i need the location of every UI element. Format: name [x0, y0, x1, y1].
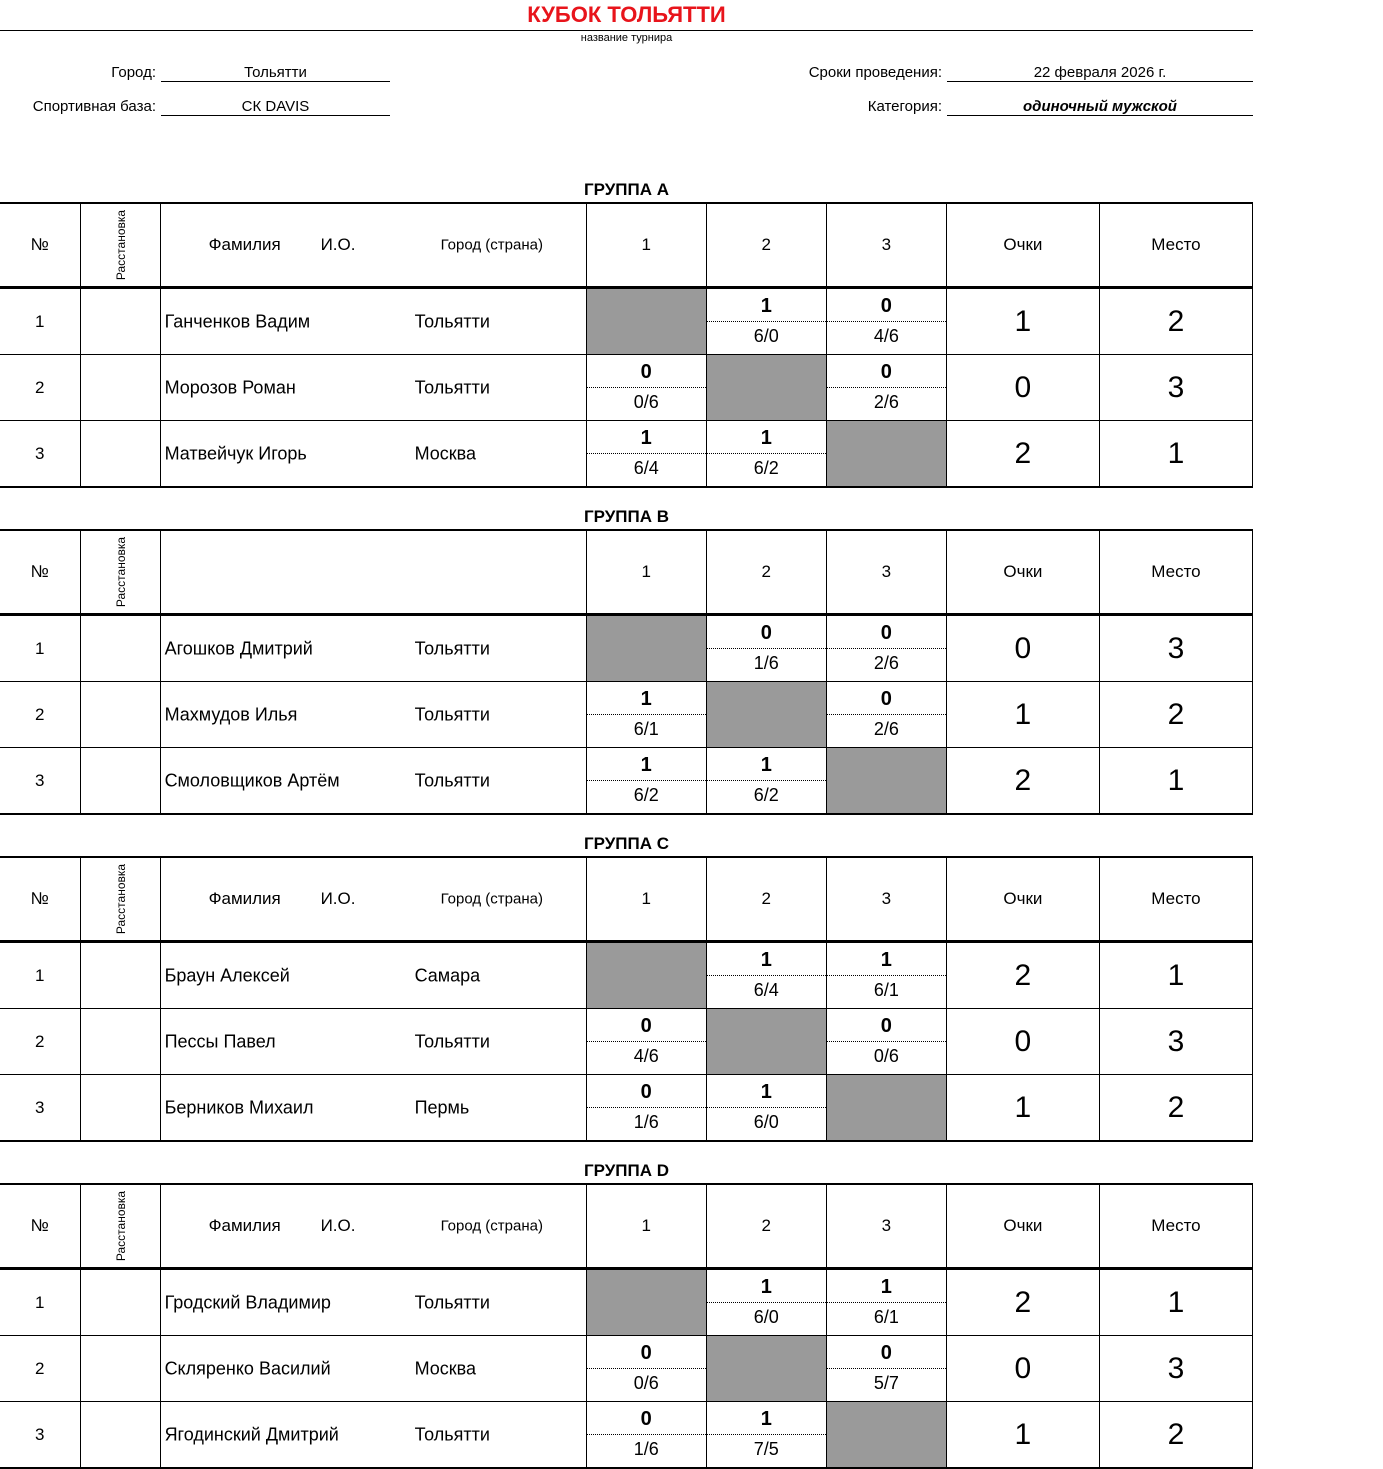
match-score: 6/1: [873, 1307, 899, 1327]
table-row: [0, 288, 1253, 355]
match-result-cell: [586, 421, 706, 488]
header-surname: Фамилия: [208, 1216, 281, 1235]
match-result-cell: [826, 682, 946, 748]
match-score: 7/5: [753, 1439, 779, 1459]
base-value: СК DAVIS: [161, 98, 390, 116]
match-result-cell: [586, 1009, 706, 1075]
match-score: 0/6: [633, 1373, 659, 1393]
match-score: 6/2: [753, 785, 779, 805]
header-number: №: [0, 1184, 80, 1269]
table-row: [0, 1075, 1253, 1142]
match-result-cell: [826, 1009, 946, 1075]
city-label: Город:: [111, 64, 156, 81]
player-number: 2: [0, 1336, 80, 1402]
player-city: Тольятти: [414, 704, 490, 724]
match-score: 0/6: [873, 1046, 899, 1066]
player-seeding: [80, 1336, 160, 1402]
self-match-cell: [826, 1075, 946, 1142]
match-win-flag: 1: [707, 1402, 826, 1435]
header-seeding-label: Расстановка: [113, 1190, 128, 1262]
player-points: 2: [946, 748, 1099, 815]
player-seeding: [80, 1075, 160, 1142]
player-name-city: [160, 1336, 586, 1402]
match-win-flag: 1: [707, 943, 826, 976]
match-score: 5/7: [873, 1373, 899, 1393]
self-match-cell: [826, 1402, 946, 1469]
match-win-flag: 1: [707, 1270, 826, 1303]
player-name-city: [160, 421, 586, 488]
self-match-cell: [826, 421, 946, 488]
match-win-flag: 1: [707, 289, 826, 322]
dates-value: 22 февраля 2026 г.: [947, 64, 1253, 82]
self-match-cell: [586, 288, 706, 355]
player-points: 0: [946, 615, 1099, 682]
match-score: 2/6: [873, 392, 899, 412]
match-result-cell: [706, 288, 826, 355]
player-city: Пермь: [414, 1097, 470, 1117]
header-opponent-2: 2: [706, 1184, 826, 1269]
base-label: Спортивная база:: [32, 98, 156, 115]
player-seeding: [80, 615, 160, 682]
header-place: Место: [1099, 1184, 1252, 1269]
player-city: Москва: [414, 1358, 477, 1378]
player-name-city: [160, 682, 586, 748]
match-score: 6/4: [753, 980, 779, 1000]
match-win-flag: 0: [587, 355, 706, 388]
match-score: 2/6: [873, 653, 899, 673]
player-place: 3: [1099, 1009, 1252, 1075]
player-points: 1: [946, 288, 1099, 355]
header-opponent-1: 1: [586, 1184, 706, 1269]
player-points: 1: [946, 1075, 1099, 1142]
match-score: 4/6: [873, 326, 899, 346]
player-city: Тольятти: [414, 1292, 490, 1312]
header-points: Очки: [946, 530, 1099, 615]
player-number: 3: [0, 748, 80, 815]
player-place: 1: [1099, 421, 1252, 488]
match-score: 6/1: [633, 719, 659, 739]
player-name-city: [160, 288, 586, 355]
header-seeding: [80, 203, 160, 288]
match-score: 1/6: [633, 1112, 659, 1132]
player-seeding: [80, 421, 160, 488]
self-match-cell: [706, 355, 826, 421]
player-place: 3: [1099, 615, 1252, 682]
table-row: [0, 421, 1253, 488]
player-city: Тольятти: [414, 1031, 490, 1051]
match-result-cell: [706, 615, 826, 682]
player-points: 2: [946, 1269, 1099, 1336]
match-score: 0/6: [633, 392, 659, 412]
match-result-cell: [826, 615, 946, 682]
match-win-flag: 1: [707, 1075, 826, 1108]
group-table: [0, 856, 1253, 1142]
table-header-row: [0, 857, 1253, 942]
category-value: одиночный мужской: [947, 98, 1253, 116]
player-name: Махмудов Илья: [164, 704, 298, 724]
player-name-city: [160, 1009, 586, 1075]
header-opponent-3: 3: [826, 530, 946, 615]
self-match-cell: [706, 1009, 826, 1075]
player-name: Пессы Павел: [164, 1031, 276, 1051]
match-win-flag: 0: [587, 1336, 706, 1369]
player-city: Тольятти: [414, 638, 490, 658]
header-name-city: [160, 857, 586, 942]
header-opponent-3: 3: [826, 1184, 946, 1269]
self-match-cell: [826, 748, 946, 815]
match-win-flag: 1: [587, 421, 706, 454]
match-score: 6/0: [753, 326, 779, 346]
header-seeding-label: Расстановка: [113, 863, 128, 935]
self-match-cell: [586, 615, 706, 682]
player-name: Гродский Владимир: [164, 1292, 331, 1312]
player-name: Ягодинский Дмитрий: [164, 1424, 339, 1444]
match-score: 2/6: [873, 719, 899, 739]
match-win-flag: 0: [827, 1009, 946, 1042]
match-result-cell: [586, 682, 706, 748]
player-number: 2: [0, 1009, 80, 1075]
player-name: Скляренко Василий: [164, 1358, 331, 1378]
header-seeding-label: Расстановка: [113, 536, 128, 608]
player-seeding: [80, 1009, 160, 1075]
table-row: [0, 748, 1253, 815]
player-name: Берников Михаил: [164, 1097, 314, 1117]
match-win-flag: 0: [827, 616, 946, 649]
header-place: Место: [1099, 530, 1252, 615]
header-opponent-2: 2: [706, 530, 826, 615]
group-title: ГРУППА D: [583, 1161, 670, 1180]
player-name-city: [160, 355, 586, 421]
player-name-city: [160, 1269, 586, 1336]
header-seeding: [80, 530, 160, 615]
header-points: Очки: [946, 1184, 1099, 1269]
player-city: Тольятти: [414, 377, 490, 397]
header-opponent-2: 2: [706, 203, 826, 288]
player-place: 3: [1099, 1336, 1252, 1402]
player-seeding: [80, 682, 160, 748]
player-number: 3: [0, 1402, 80, 1469]
match-score: 6/2: [633, 785, 659, 805]
match-win-flag: 0: [827, 355, 946, 388]
player-place: 1: [1099, 942, 1252, 1009]
match-win-flag: 0: [587, 1402, 706, 1435]
table-row: [0, 615, 1253, 682]
match-result-cell: [706, 1075, 826, 1142]
self-match-cell: [706, 1336, 826, 1402]
player-points: 0: [946, 355, 1099, 421]
match-win-flag: 0: [827, 682, 946, 715]
header-surname: Фамилия: [208, 235, 281, 254]
match-result-cell: [826, 1269, 946, 1336]
player-place: 1: [1099, 748, 1252, 815]
match-result-cell: [826, 355, 946, 421]
player-seeding: [80, 288, 160, 355]
header-initials: И.О.: [320, 889, 356, 908]
player-city: Тольятти: [414, 770, 490, 790]
player-place: 2: [1099, 288, 1252, 355]
player-number: 1: [0, 942, 80, 1009]
table-row: [0, 355, 1253, 421]
table-row: [0, 682, 1253, 748]
match-score: 6/4: [633, 458, 659, 478]
header-opponent-3: 3: [826, 857, 946, 942]
header-initials: И.О.: [320, 1216, 356, 1235]
match-result-cell: [706, 1402, 826, 1469]
group-table: [0, 529, 1253, 815]
table-header-row: [0, 203, 1253, 288]
match-result-cell: [706, 942, 826, 1009]
match-result-cell: [586, 748, 706, 815]
player-name-city: [160, 615, 586, 682]
table-row: [0, 1336, 1253, 1402]
player-name: Матвейчук Игорь: [164, 443, 307, 463]
match-score: 1/6: [753, 653, 779, 673]
match-result-cell: [826, 942, 946, 1009]
self-match-cell: [586, 1269, 706, 1336]
group-table: [0, 202, 1253, 488]
player-name: Агошков Дмитрий: [164, 638, 313, 658]
player-points: 1: [946, 1402, 1099, 1469]
table-row: [0, 1402, 1253, 1469]
group-title: ГРУППА B: [583, 507, 670, 526]
match-score: 6/2: [753, 458, 779, 478]
match-win-flag: 0: [827, 1336, 946, 1369]
player-name: Браун Алексей: [164, 965, 290, 985]
header-opponent-2: 2: [706, 857, 826, 942]
header-seeding-label: Расстановка: [113, 209, 128, 281]
header-points: Очки: [946, 857, 1099, 942]
match-score: 6/0: [753, 1307, 779, 1327]
player-number: 3: [0, 1075, 80, 1142]
player-points: 0: [946, 1009, 1099, 1075]
match-win-flag: 1: [587, 748, 706, 781]
player-place: 3: [1099, 355, 1252, 421]
player-name: Морозов Роман: [164, 377, 296, 397]
group-title: ГРУППА А: [583, 180, 670, 199]
table-row: [0, 1009, 1253, 1075]
match-result-cell: [586, 355, 706, 421]
player-name-city: [160, 1075, 586, 1142]
player-number: 1: [0, 615, 80, 682]
match-win-flag: 0: [827, 289, 946, 322]
player-seeding: [80, 1402, 160, 1469]
table-header-row: [0, 1184, 1253, 1269]
player-seeding: [80, 1269, 160, 1336]
header-number: №: [0, 203, 80, 288]
player-points: 2: [946, 421, 1099, 488]
match-win-flag: 0: [707, 616, 826, 649]
match-result-cell: [586, 1402, 706, 1469]
player-points: 1: [946, 682, 1099, 748]
match-score: 6/1: [873, 980, 899, 1000]
match-win-flag: 0: [587, 1009, 706, 1042]
header-opponent-1: 1: [586, 857, 706, 942]
player-number: 3: [0, 421, 80, 488]
header-opponent-1: 1: [586, 530, 706, 615]
header-city: Город (страна): [440, 236, 543, 254]
player-city: Тольятти: [414, 1424, 490, 1444]
player-city: Москва: [414, 443, 477, 463]
player-name: Смоловщиков Артём: [164, 770, 340, 790]
player-place: 1: [1099, 1269, 1252, 1336]
match-result-cell: [826, 288, 946, 355]
match-win-flag: 1: [707, 421, 826, 454]
header-city: Город (страна): [440, 890, 543, 908]
match-result-cell: [706, 1269, 826, 1336]
table-header-row: [0, 530, 1253, 615]
match-result-cell: [826, 1336, 946, 1402]
header-name-city: [160, 1184, 586, 1269]
header-surname: Фамилия: [208, 889, 281, 908]
player-place: 2: [1099, 682, 1252, 748]
match-score: 1/6: [633, 1439, 659, 1459]
group-table: [0, 1183, 1253, 1469]
header-initials: И.О.: [320, 235, 356, 254]
header-name-city: [160, 530, 586, 615]
player-city: Тольятти: [414, 311, 490, 331]
player-name-city: [160, 1402, 586, 1469]
group-title: ГРУППА С: [583, 834, 670, 853]
match-win-flag: 1: [587, 682, 706, 715]
player-seeding: [80, 748, 160, 815]
player-seeding: [80, 942, 160, 1009]
match-win-flag: 1: [827, 943, 946, 976]
title-underline: [0, 30, 1253, 31]
match-result-cell: [706, 421, 826, 488]
city-value: Тольятти: [161, 64, 390, 82]
tournament-subtitle: название турнира: [580, 32, 673, 44]
player-name-city: [160, 942, 586, 1009]
player-name: Ганченков Вадим: [164, 311, 311, 331]
player-name-city: [160, 748, 586, 815]
header-number: №: [0, 530, 80, 615]
match-result-cell: [586, 1336, 706, 1402]
header-place: Место: [1099, 203, 1252, 288]
header-seeding: [80, 857, 160, 942]
player-place: 2: [1099, 1402, 1252, 1469]
header-number: №: [0, 857, 80, 942]
match-result-cell: [706, 748, 826, 815]
player-city: Самара: [414, 965, 481, 985]
dates-label: Сроки проведения:: [808, 64, 942, 81]
category-label: Категория:: [867, 98, 942, 115]
tournament-title: КУБОК ТОЛЬЯТТИ: [527, 2, 726, 27]
player-number: 2: [0, 682, 80, 748]
header-seeding: [80, 1184, 160, 1269]
table-row: [0, 942, 1253, 1009]
player-seeding: [80, 355, 160, 421]
table-row: [0, 1269, 1253, 1336]
header-place: Место: [1099, 857, 1252, 942]
player-place: 2: [1099, 1075, 1252, 1142]
match-score: 4/6: [633, 1046, 659, 1066]
match-win-flag: 1: [707, 748, 826, 781]
self-match-cell: [706, 682, 826, 748]
match-score: 6/0: [753, 1112, 779, 1132]
player-number: 1: [0, 1269, 80, 1336]
self-match-cell: [586, 942, 706, 1009]
header-opponent-3: 3: [826, 203, 946, 288]
match-win-flag: 0: [587, 1075, 706, 1108]
player-number: 2: [0, 355, 80, 421]
match-result-cell: [586, 1075, 706, 1142]
header-city: Город (страна): [440, 1217, 543, 1235]
match-win-flag: 1: [827, 1270, 946, 1303]
player-points: 2: [946, 942, 1099, 1009]
player-number: 1: [0, 288, 80, 355]
player-points: 0: [946, 1336, 1099, 1402]
header-points: Очки: [946, 203, 1099, 288]
header-opponent-1: 1: [586, 203, 706, 288]
header-name-city: [160, 203, 586, 288]
